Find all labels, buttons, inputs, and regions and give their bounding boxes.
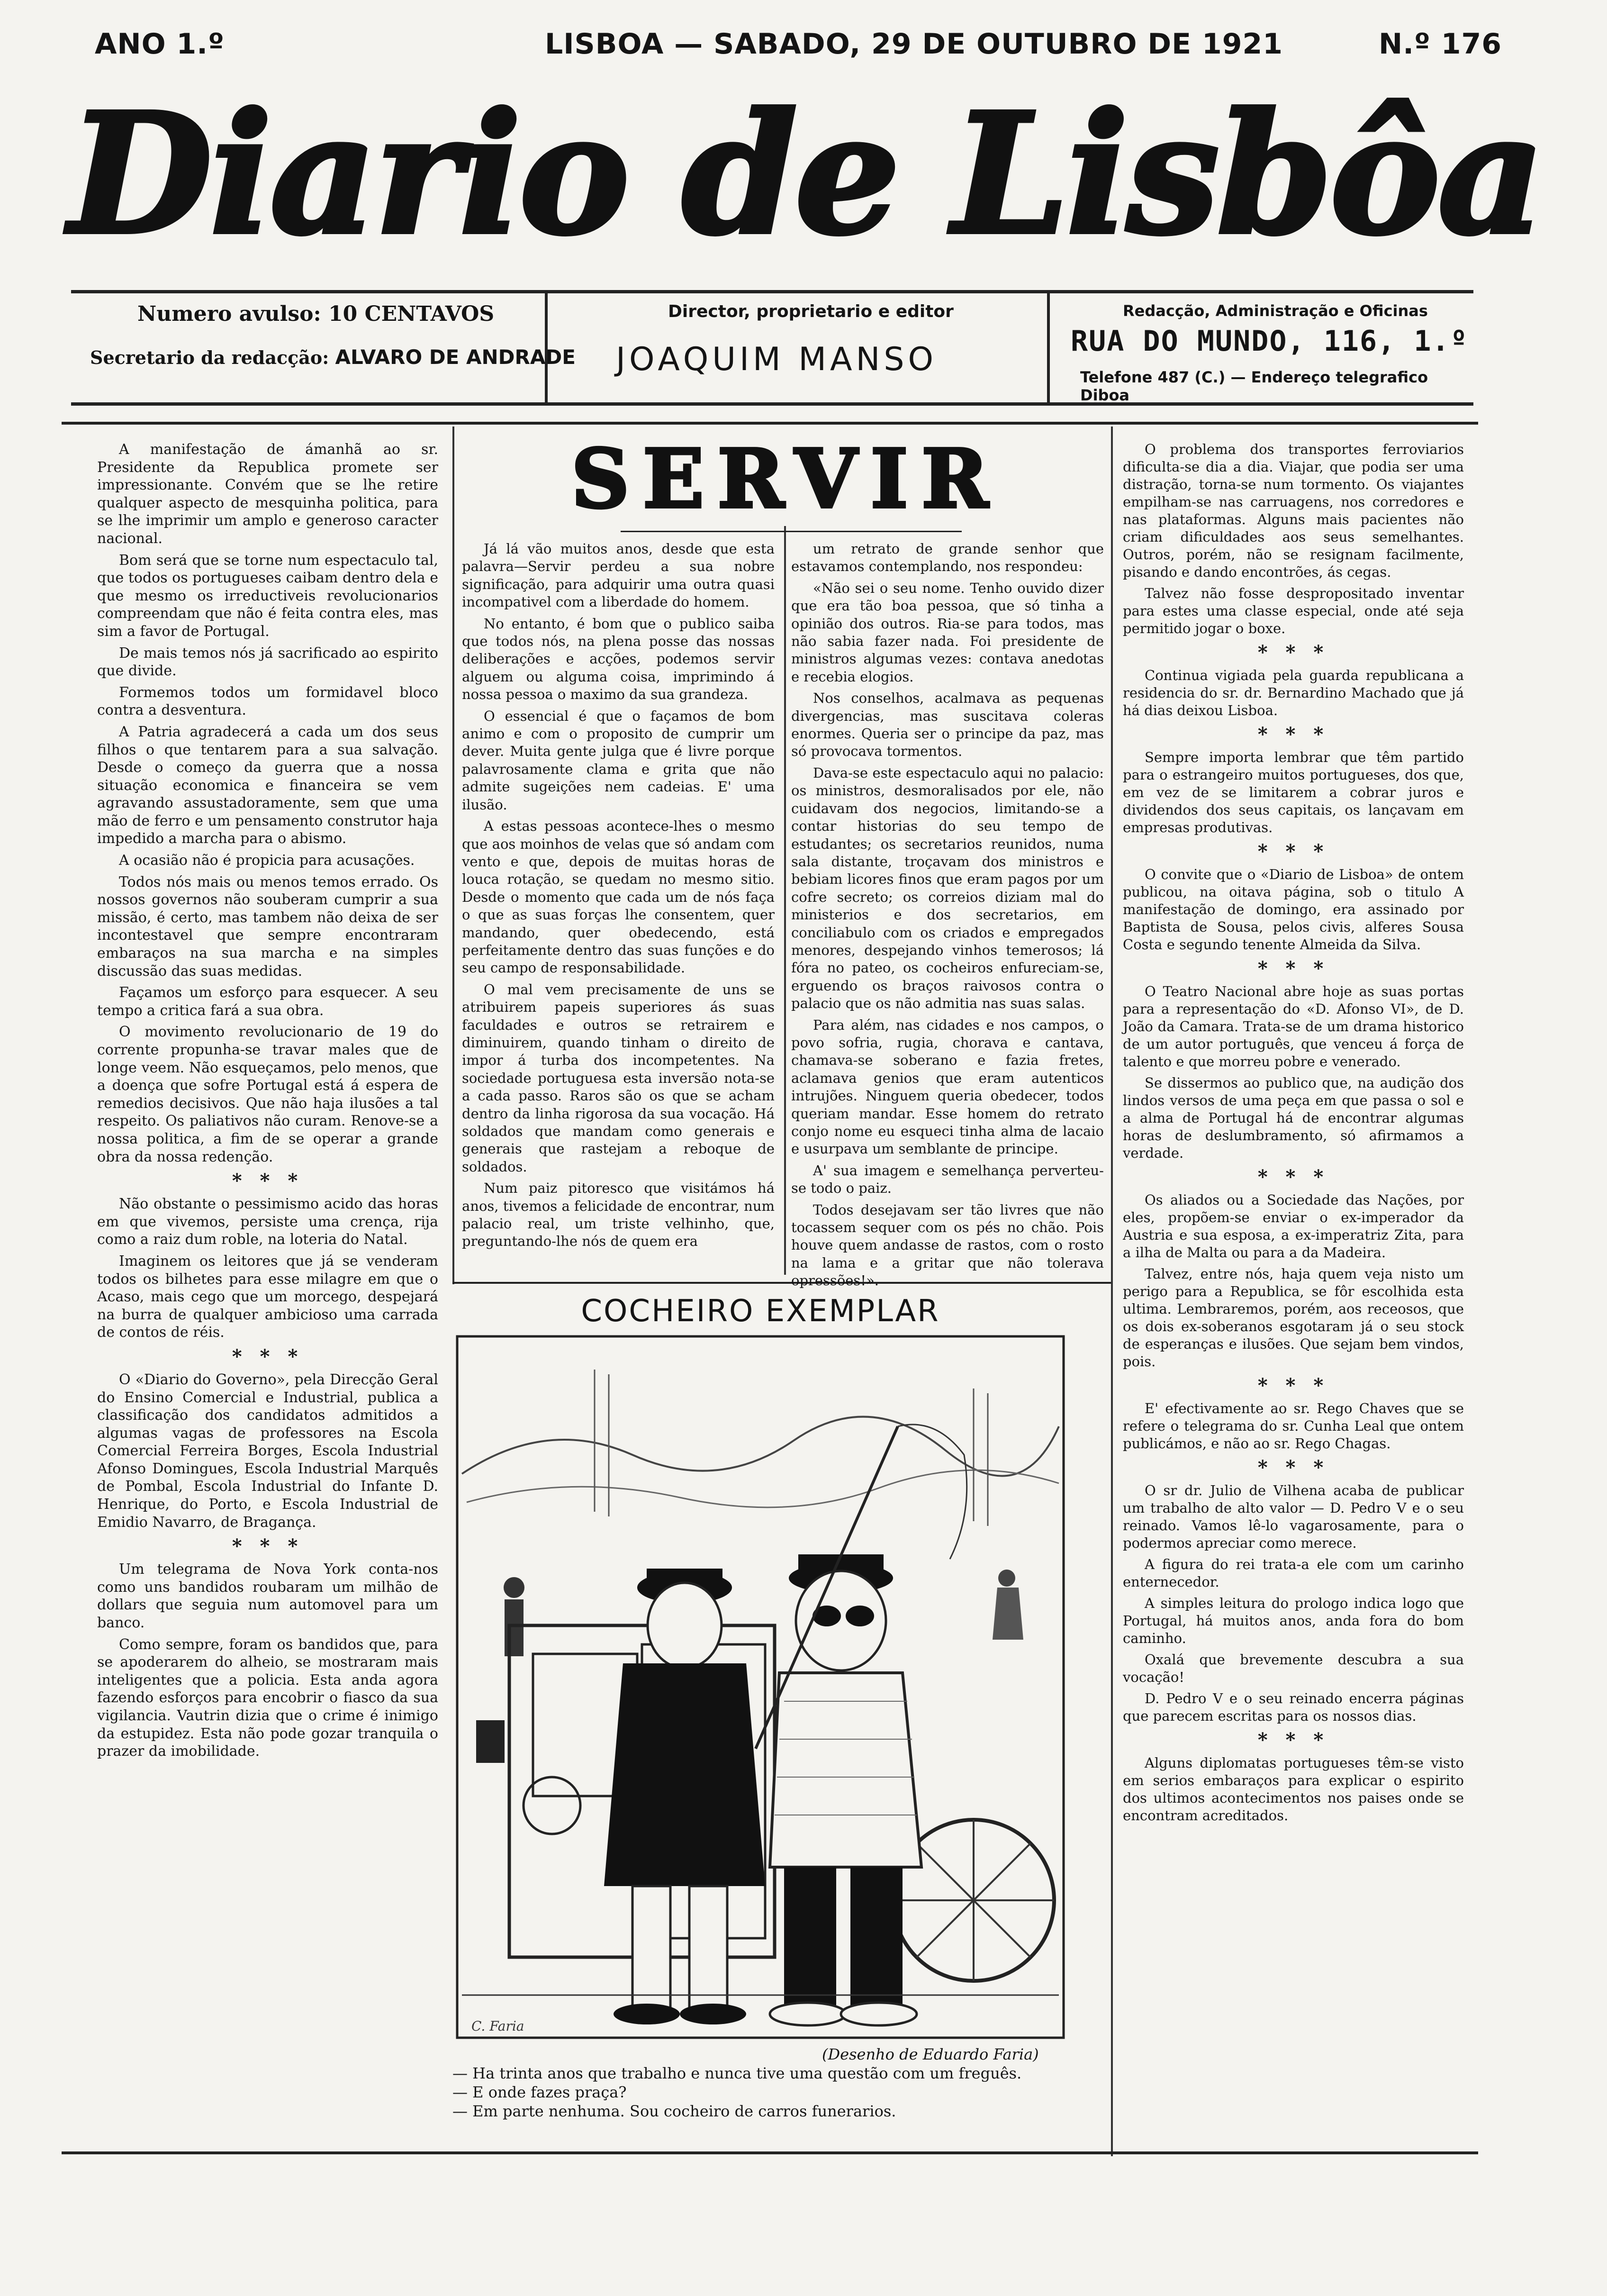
- paragraph: Todos nós mais ou menos temos errado. Os nossos governos não souberam cumprir a sua missão, é certo, mas tambem não deixa de ser incontestavel que sempre encontraram embaraços na sua marcha e na simples discussão das suas medidas.: [97, 873, 438, 980]
- paragraph: Todos desejavam ser tão livres que não tocassem sequer com os pés no chão. Pois houve quem andasse de rastos, com o rosto na lama e a gritar que não tolerava opressões!».: [791, 1201, 1104, 1289]
- paragraph: Oxalá que brevemente descubra a sua vocação!: [1123, 1652, 1464, 1685]
- address: RUA DO MUNDO, 116, 1.º: [1071, 325, 1468, 358]
- paragraph: um retrato de grande senhor que estavamos contemplando, nos respondeu:: [791, 541, 1104, 575]
- cartoon-dialogue-line: — Ha trinta anos que trabalho e nunca tive uma questão com um freguês.: [452, 2064, 1022, 2082]
- paragraph: O mal vem precisamente de uns se atribuirem papeis superiores ás suas faculdades e outros se retrairem e diminuirem, quando tinham o direito de impor á turba dos incompetentes. Na sociedade portuguesa esta inversão nota-se a cada passo. Raros são os que se acham dentro da linha rigorosa da sua vocação. Há soldados que mandam como generais e generais que rastejam a reboque de soldados.: [462, 981, 775, 1175]
- paragraph: De mais temos nós já sacrificado ao espirito que divide.: [97, 644, 438, 680]
- paragraph: Nos conselhos, acalmava as pequenas divergencias, mas suscitava coleras enormes. Queria ser o principe da paz, mas só provocava tormentos.: [791, 690, 1104, 760]
- paragraph: Como sempre, foram os bandidos que, para se apoderarem do alheio, se mostraram mais inteligentes que a policia. Esta anda agora fazendo esforços para encobrir o fiasco da sua vigilancia. Vautrin dizia que o crime é inimigo da estupidez. Esta não pode gozar tranquila o prazer da imobilidade.: [97, 1636, 438, 1760]
- paragraph: A Patria agradecerá a cada um dos seus filhos o que tentarem para a sua salvação. Desde o começo da guerra que a nossa situação economica e financeira se vem agravando assustadoramente, sem que uma mão de ferro e um pensamento construtor haja impedido a marcha para o abismo.: [97, 723, 438, 847]
- separator: * * *: [1257, 1166, 1329, 1188]
- servir-column-left: [462, 540, 775, 1254]
- info-bar: [71, 290, 1473, 406]
- paragraph: Sempre importa lembrar que têm partido para o estrangeiro muitos portugueses, dos que, em vez de se limitarem a cobrar juros e dividendos dos seus capitais, os lançavam em empresas produtivas.: [1123, 749, 1464, 835]
- masthead-logo: [68, 76, 1543, 275]
- paragraph: Para além, nas cidades e nos campos, o povo sofria, rugia, chorava e cantava, chamava-se soberano e fazia fretes, aclamava genios que eram autenticos intrujões. Ninguem queria obedecer, todos queriam mandar. Esse homem do retrato conjo nome eu esqueci tinha alma de lacaio e usurpava um semblante de principe.: [791, 1016, 1104, 1157]
- cartoon-credit: (Desenho de Eduardo Faria): [822, 2045, 1039, 2063]
- paragraph: Um telegrama de Nova York conta-nos como uns bandidos roubaram um milhão de dollars que seguia num automovel para um banco.: [97, 1561, 438, 1632]
- separator: * * *: [1257, 840, 1329, 862]
- separator: * * *: [1257, 1374, 1329, 1397]
- year-label: ANO 1.º: [95, 27, 225, 61]
- cartoon-drawing: [452, 1332, 1068, 2042]
- secretary-name: ALVARO DE ANDRADE: [335, 345, 576, 369]
- paragraph: A ocasião não é propicia para acusações.: [119, 852, 415, 869]
- paragraph: D. Pedro V e o seu reinado encerra páginas que parecem escritas para os nossos dias.: [1123, 1690, 1464, 1724]
- paragraph: «Não sei o seu nome. Tenho ouvido dizer que era tão boa pessoa, que só tinha a opinião dos outros. Ria-se para todos, mas não sabia fazer nada. Foi presidente de ministros algumas vezes: contava anedotas e recebia elogios.: [791, 580, 1104, 685]
- paragraph: A simples leitura do prologo indica logo que Portugal, há muitos anos, anda fora do bom caminho.: [1123, 1595, 1464, 1646]
- director-name: JOAQUIM MANSO: [616, 341, 938, 378]
- paragraph: A manifestação de ámanhã ao sr. Presidente da Republica promete ser impressionante. Convém que se lhe retire qualquer aspecto de mesquinha politica, para se lhe imprimir um amplo e generoso caracter nacional.: [97, 441, 438, 547]
- separator: * * *: [232, 1535, 304, 1558]
- paragraph: Dava-se este espectaculo aqui no palacio: os ministros, desmoralisados por ele, não cuidavam dos negocios, limitando-se a contar historias do seu tempo de estudantes; os secretarios reunidos, numa sala distante, troçavam dos ministros e bebiam licores finos que eram pagos por um cofre secreto; os correios diziam mal do ministerios e dos secretarios, em conciliabulo com os criados e empregados menores, despejando vinhos temerosos; lá fóra no pateo, os cocheiros enfureciam-se, erguendo os braços raivosos contra o palacio que os não admitia nas suas salas.: [791, 764, 1104, 1012]
- paragraph: Não obstante o pessimismo acido das horas em que vivemos, persiste uma crença, rija como a raiz dum roble, na loteria do Natal.: [97, 1196, 438, 1248]
- paragraph: Se dissermos ao publico que, na audição dos lindos versos de uma peça em que passa o sol e a alma de Portugal há de encontrar algumas horas de deslumbramento, só afirmamos a verdade.: [1123, 1075, 1464, 1161]
- paragraph: O Teatro Nacional abre hoje as suas portas para a representação do «D. Afonso VI», de D. João da Camara. Trata-se de um drama historico de um autor português, que venceu á força de talento e que morreu pobre e venerado.: [1123, 983, 1464, 1070]
- paragraph: Façamos um esforço para esquecer. A seu tempo a critica fará a sua obra.: [97, 984, 438, 1019]
- telephone: Telefone 487 (C.) — Endereço telegrafico Diboa: [1080, 368, 1428, 404]
- paragraph: O problema dos transportes ferroviarios dificulta-se dia a dia. Viajar, que podia ser uma distração, torna-se num tormento. Os viajantes empilham-se nas carruagens, nos corredores e nas plataformas. Alguns mais pacientes não criam dificuldades aos seus semelhantes. Outros, porém, não se resignam facilmente, pisando e dando encontrões, ás cegas.: [1123, 441, 1464, 580]
- price-label: Numero avulso: 10 CENTAVOS: [137, 302, 495, 326]
- office-label: Redacção, Administração e Oficinas: [1123, 302, 1428, 320]
- servir-headline: [493, 432, 1080, 526]
- paragraph: O sr dr. Julio de Vilhena acaba de publicar um trabalho de alto valor — D. Pedro V e o seu reinado. Vamos lê-lo vagarosamente, para o podermos apreciar como merece.: [1123, 1482, 1464, 1551]
- cartoon-signature: C. Faria: [471, 2018, 524, 2034]
- separator: * * *: [1257, 1456, 1329, 1479]
- paragraph: Talvez não fosse despropositado inventar para estes uma classe especial, onde até seja permitido jogar o boxe.: [1123, 585, 1464, 636]
- cartoon: [452, 1294, 1068, 2137]
- paragraph: Continua vigiada pela guarda republicana a residencia do sr. dr. Bernardino Machado que já há dias deixou Lisboa.: [1123, 667, 1464, 718]
- paragraph: O movimento revolucionario de 19 do corrente propunha-se travar males que de longe veem. Não esqueçamos, pelo menos, que a doença que sofre Portugal está á espera de remedios decisivos. Que não haja ilusões a tal respeito. Os paliativos não curam. Renove-se a nossa politica, a fim de se operar a grande obra da nossa redenção.: [97, 1024, 438, 1165]
- svg-text:Diario de Lisbôa: Diario de Lisbôa: [68, 76, 1543, 272]
- issue-number: N.º 176: [1379, 27, 1502, 61]
- paragraph: O essencial é que o façamos de bom animo e com o proposito de cumprir um dever. Muita gente julga que é livre porque palavrosamente clama e grita que não admite sugeições nem cadeias. E' uma ilusão.: [462, 708, 775, 813]
- paragraph: Formemos todos um formidavel bloco contra a desventura.: [97, 684, 438, 719]
- paragraph: Os aliados ou a Sociedade das Nações, por eles, propõem-se enviar o ex-imperador da Austria e sua esposa, a ex-imperatriz Zita, para a ilha de Malta ou para a da Madeira.: [1123, 1192, 1464, 1261]
- paragraph: No entanto, é bom que o publico saiba que todos nós, na plena posse das nossas deliberações e acções, podemos servir alguem ou alguma coisa, imprimindo á nossa pessoa o maximo da sua grandeza.: [462, 615, 775, 703]
- paragraph: Bom será que se torne num espectaculo tal, que todos os portugueses caibam dentro dela e que mesmo os irreductiveis revolucionarios compreendam que não é feita contra eles, mas sim a favor de Portugal.: [97, 552, 438, 640]
- headline-text: SERVIR: [571, 432, 1002, 526]
- secretary-title: Secretario da redacção:: [90, 347, 329, 368]
- paragraph: O «Diario do Governo», pela Direcção Geral do Ensino Comercial e Industrial, publica a classificação dos candidatos admitidos a algumas vagas de professores na Escola Comercial Ferreira Borges, Escola Industrial Afonso Domingues, Escola Industrial Marquês de Pombal, Escola Industrial do Infante D. Henrique, do Porto, e Escola Industrial de Emidio Navarro, de Bragança.: [97, 1371, 438, 1531]
- separator: * * *: [1257, 641, 1329, 663]
- paragraph: Já lá vão muitos anos, desde que esta palavra—Servir perdeu a sua nobre significação, para adquirir uma outra quasi incompativel com a liberdade do homem.: [462, 541, 775, 610]
- servir-column-right: [791, 540, 1104, 1294]
- paragraph: O convite que o «Diario de Lisboa» de ontem publicou, na oitava página, sob o titulo A manifestação de domingo, era assinado por Baptista de Sousa, pelos civis, alferes Sousa Costa e segundo tenente Almeida da Silva.: [1123, 866, 1464, 953]
- cartoon-dialogue-line: — E onde fazes praça?: [452, 2083, 627, 2101]
- paragraph: A' sua imagem e semelhança perverteu-se todo o paiz.: [791, 1162, 1104, 1197]
- paragraph: A estas pessoas acontece-lhes o mesmo que aos moinhos de velas que só andam com vento e que, depois de muitas horas de louca rotação, se quedam no mesmo sitio. Desde o momento que cada um de nós faça o que as suas forças lhe consentem, quer mandando, quer obedecendo, está perfeitamente dentro das suas funções e do seu campo de responsabilidade.: [462, 818, 775, 976]
- paragraph: Talvez, entre nós, haja quem veja nisto um perigo para a Republica, se fôr escolhida esta ultima. Lembraremos, porém, aos receosos, que os dois ex-soberanos esgotaram já o seu stock de esperanças e ilusões. Que sejam bem vindos, pois.: [1123, 1266, 1464, 1370]
- paragraph: E' efectivamente ao sr. Rego Chaves que se refere o telegrama do sr. Cunha Leal que ontem publicámos, e não ao sr. Rego Chagas.: [1123, 1400, 1464, 1452]
- separator: * * *: [1257, 723, 1329, 745]
- paragraph: Num paiz pitoresco que visitámos há anos, tivemos a felicidade de encontrar, num palacio real, um triste velhinho, que, preguntando-lhe nós de quem era: [462, 1180, 775, 1250]
- secretary-label: [90, 345, 576, 369]
- separator: * * *: [1257, 1729, 1329, 1751]
- dateline: LISBOA — SABADO, 29 DE OUTUBRO DE 1921: [545, 27, 1283, 61]
- cartoon-title: COCHEIRO EXEMPLAR: [581, 1294, 940, 1329]
- paragraph: A figura do rei trata-a ele com um carinho enternecedor.: [1123, 1556, 1464, 1590]
- paragraph: Alguns diplomatas portugueses têm-se visto em serios embaraços para explicar o espirito dos ultimos acontecimentos nos paises onde se encontram acreditados.: [1123, 1755, 1464, 1824]
- separator: * * *: [232, 1345, 304, 1368]
- paragraph: Imaginem os leitores que já se venderam todos os bilhetes para esse milagre em que o Acaso, mais cego que um morcego, despejará na burra de qualquer ambicioso uma carrada de contos de réis.: [97, 1252, 438, 1341]
- column-4: [1123, 441, 1464, 1828]
- separator: * * *: [1257, 957, 1329, 980]
- director-label: Director, proprietario e editor: [668, 302, 954, 321]
- separator: * * *: [232, 1170, 304, 1192]
- cartoon-dialogue-line: — Em parte nenhuma. Sou cocheiro de carros funerarios.: [452, 2102, 896, 2120]
- column-1: [97, 441, 438, 1764]
